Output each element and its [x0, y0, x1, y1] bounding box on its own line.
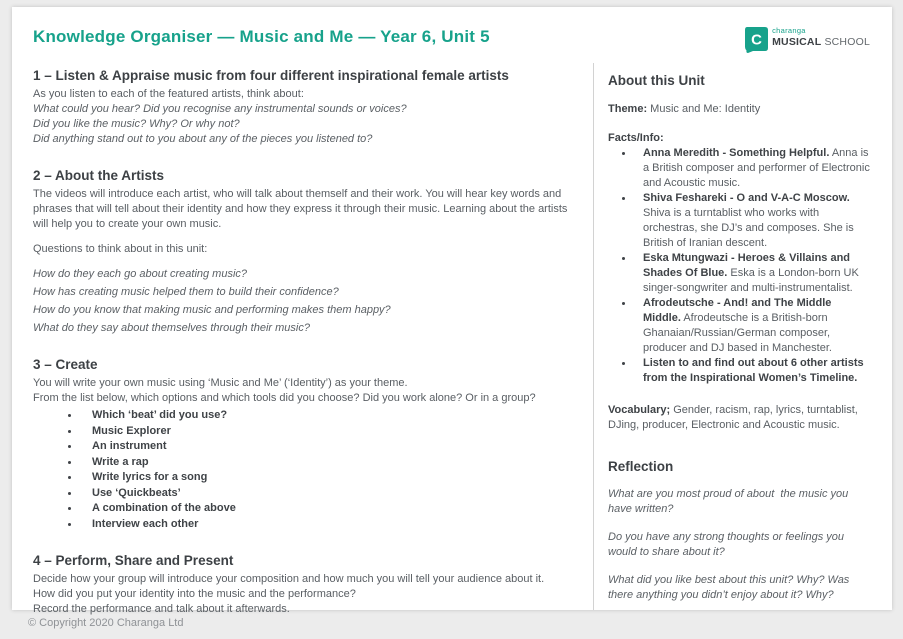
- fact-item: [634, 296, 872, 356]
- list-item: • Interview each other: [80, 517, 579, 533]
- main-content-column: [12, 7, 593, 615]
- reflection-question: What did you like best about this unit? Why? Was there anything you didn’t enjoy about it? Why?: [608, 574, 853, 601]
- logo-school-name: [772, 37, 870, 48]
- logo-name-light: SCHOOL: [821, 35, 870, 48]
- fact-artist: Shiva Feshareki - O and V-A-C Moscow.: [643, 192, 850, 204]
- theme-label: Theme:: [608, 103, 648, 115]
- fact-detail: Eska is a London-born UK singer-songwriter and multi-instrumentalist.: [643, 267, 859, 294]
- page-title: Knowledge Organiser — Music and Me — Year 6, Unit 5: [33, 27, 490, 46]
- section-1-intro: As you listen to each of the featured artists, think about:: [33, 88, 304, 100]
- section-4-line: How did you put your identity into the music and the performance?: [33, 588, 356, 600]
- fact-detail: Afrodeutsche is a British-born Ghanaian/Russian/German composer, producer and DJ based in Manchester.: [643, 312, 832, 354]
- section-4-line: Decide how your group will introduce your composition and how much you will tell your audience about it.: [33, 573, 545, 585]
- list-item: • Write lyrics for a song: [80, 470, 579, 486]
- reflection-question: Do you have any strong thoughts or feelings you would to share about it?: [608, 531, 848, 558]
- section-2-question: How has creating music helped them to build their confidence?: [33, 286, 339, 298]
- charanga-logo-icon: [745, 27, 768, 53]
- fact-artist: Anna Meredith - Something Helpful.: [643, 147, 830, 159]
- list-item: • A combination of the above: [80, 501, 579, 517]
- fact-item: [634, 191, 872, 251]
- list-item: • Use ‘Quickbeats’: [80, 486, 579, 502]
- fact-artist: Listen to and find out about 6 other artists from the Inspirational Women’s Timeline.: [643, 357, 864, 384]
- section-3-line: From the list below, which options and which tools did you choose? Did you work alone? Or in a group?: [33, 392, 536, 404]
- fact-detail: Anna is a British composer and performer of Electronic and Acoustic music.: [643, 147, 870, 189]
- section-1-question: Did you like the music? Why? Or why not?: [33, 118, 240, 130]
- fact-detail: Shiva is a turntablist who works with orchestras, she DJ’s and composes. She is British of Iranian descent.: [643, 207, 854, 249]
- section-2-question: What do they say about themselves through their music?: [33, 322, 310, 334]
- section-3-heading: 3 – Create: [33, 357, 98, 372]
- section-4-heading: 4 – Perform, Share and Present: [33, 553, 234, 568]
- section-1-heading: 1 – Listen & Appraise music from four different inspirational female artists: [33, 68, 509, 83]
- theme-line: [608, 102, 872, 117]
- fact-artist: Eska Mtungwazi - Heroes & Villains and Shades Of Blue.: [643, 252, 851, 279]
- reflection-heading: Reflection: [608, 459, 674, 474]
- facts-list: [608, 146, 872, 386]
- section-2-question: How do you know that making music and performing makes them happy?: [33, 304, 391, 316]
- section-4-line: Record the performance and talk about it afterwards.: [33, 603, 290, 615]
- section-1-question: What could you hear? Did you recognise any instrumental sounds or voices?: [33, 103, 407, 115]
- theme-value: Music and Me: Identity: [647, 103, 761, 115]
- section-2-intro: Questions to think about in this unit:: [33, 243, 208, 255]
- copyright-notice: © Copyright 2020 Charanga Ltd: [28, 617, 184, 629]
- list-item: • Which ‘beat’ did you use?: [80, 408, 579, 424]
- about-unit-heading: About this Unit: [608, 73, 705, 88]
- section-1-question: Did anything stand out to you about any of the pieces you listened to?: [33, 133, 373, 145]
- vocabulary-value: Gender, racism, rap, lyrics, turntablist, DJing, producer, Electronic and Acoustic music.: [608, 404, 858, 431]
- list-item: • Write a rap: [80, 455, 579, 471]
- logo-name-bold: MUSICAL: [772, 35, 822, 48]
- fact-artist: Afrodeutsche - And! and The Middle Middle.: [643, 297, 832, 324]
- document-page: [12, 7, 892, 615]
- fact-item: [634, 356, 872, 386]
- fact-item: [634, 251, 872, 296]
- create-options-list: [33, 408, 579, 532]
- charanga-logo-text: [772, 27, 870, 47]
- section-2-question: How do they each go about creating music?: [33, 268, 248, 280]
- svg-text:C: C: [751, 31, 763, 49]
- section-3-line: You will write your own music using ‘Music and Me’ (‘Identity’) as your theme.: [33, 377, 408, 389]
- vocabulary-line: [608, 403, 872, 433]
- facts-info-label: Facts/Info:: [608, 132, 664, 144]
- section-2-heading: 2 – About the Artists: [33, 168, 165, 183]
- reflection-question: What are you most proud of about the music you have written?: [608, 488, 852, 515]
- logo-brand-name: charanga: [772, 26, 806, 35]
- list-item: • Music Explorer: [80, 424, 579, 440]
- section-2-paragraph: The videos will introduce each artist, who will talk about themself and their work. You will hear key words and phrases that will tell about their identity and how they express it through their music. Learning about the artists will help you to create your own music.: [33, 188, 568, 230]
- charanga-logo: [608, 27, 870, 53]
- vocabulary-label: Vocabulary;: [608, 404, 671, 416]
- sidebar-column: [594, 7, 892, 610]
- fact-item: [634, 146, 872, 191]
- list-item: • An instrument: [80, 439, 579, 455]
